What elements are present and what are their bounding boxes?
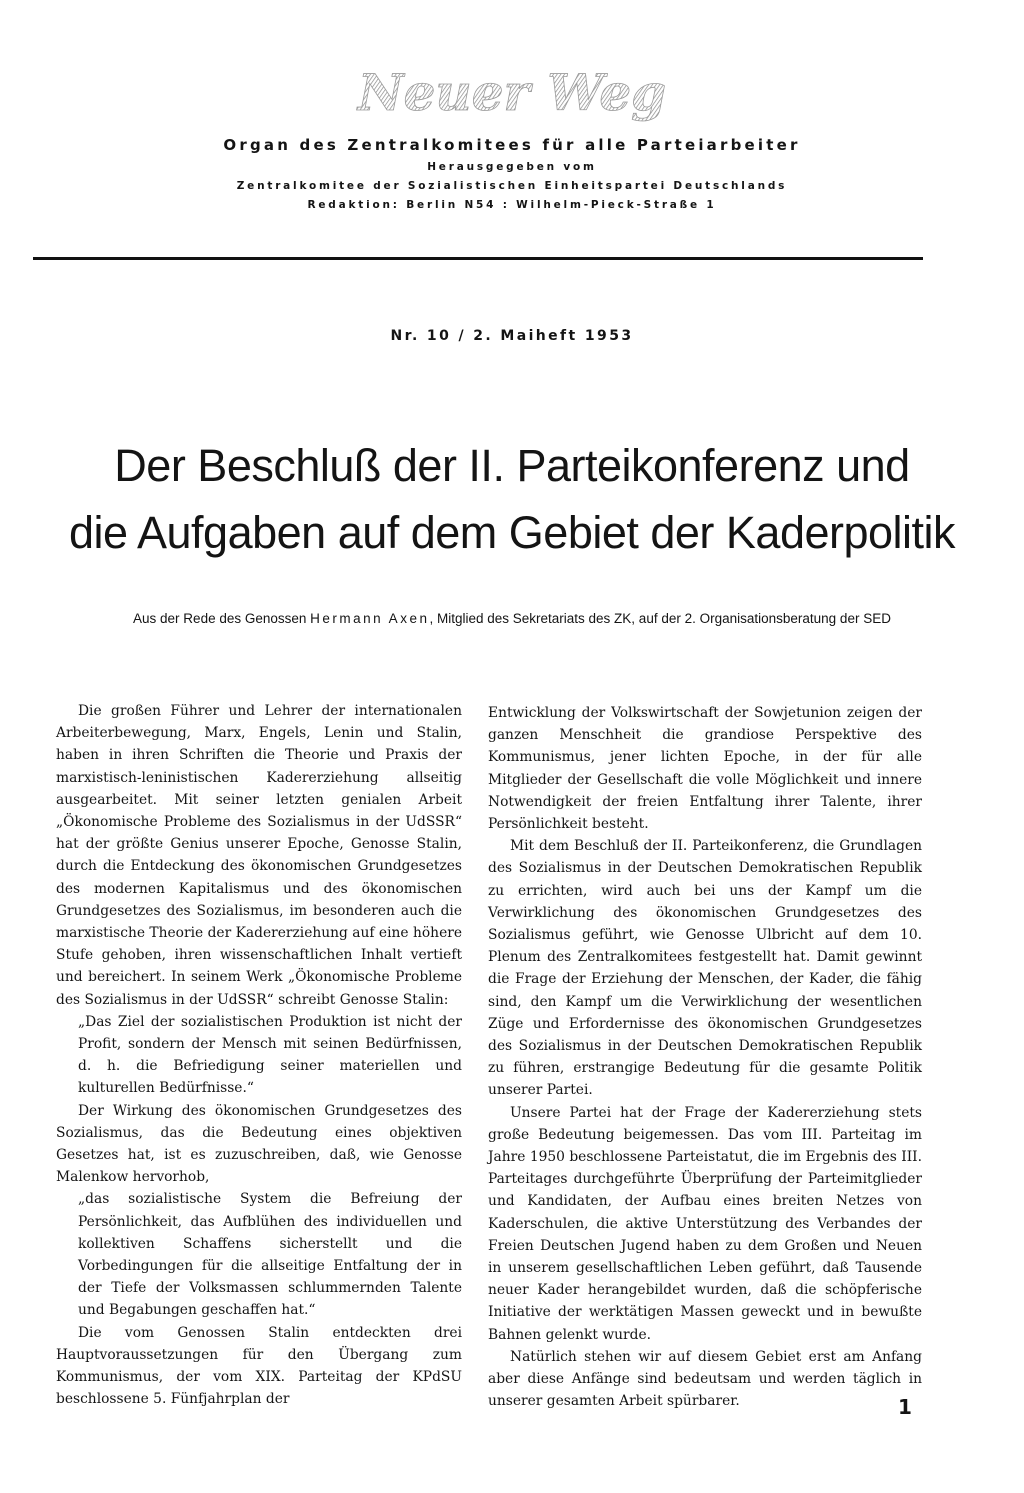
masthead [0,58,1024,211]
logo-wordmark [352,58,672,128]
organ-line: Organ des Zentralkomitees für alle Parteiarbeiter [223,136,801,154]
article-subtitle [0,611,1024,626]
subtitle-lead: Aus der Rede des Genossen [133,611,307,626]
paragraph: Mit dem Beschluß der II. Parteikonferenz, die Grundlagen des Sozialismus in der Deutschen Demokratischen Republik zu errichten, wird auch bei uns der Kampf um die Verwirklichung des ökonomischen Grundgesetzes des Sozialismus geführt, wie Genosse Ulbricht auf dem 10. Plenum des Zentralkomitees festgestellt hat. Damit gewinnt die Frage der Erziehung der Menschen, der Kader, die fähig sind, den Kampf um die Verwirklichung der wesentlichen Züge und Erfordernisse des ökonomischen Grundgesetzes des Sozialismus in der Deutschen Demokratischen Republik zu führen, erstrangige Bedeutung für die gesamte Politik unserer Partei. [488,838,922,1099]
paragraph: Die großen Führer und Lehrer der internationalen Arbeiterbewegung, Marx, Engels, Lenin und Stalin, haben in ihren Schriften die Theorie und Praxis der marxistisch-leninistischen Kadererziehung allseitig ausgearbeitet. Mit seiner letzten genialen Arbeit „Ökonomische Probleme des Sozialismus in der UdSSR“ hat der größte Genius unserer Epoche, Genosse Stalin, durch die Entdeckung des ökonomischen Grundgesetzes des modernen Kapitalismus und des ökonomischen Grundgesetzes des Sozialismus, im besonderen auch die marxistische Theorie der Kadererziehung auf eine höhere Stufe gehoben, ihren wissenschaftlichen Inhalt vertieft und bereichert. In seinem Werk „Ökonomische Probleme des Sozialismus in der UdSSR“ schreibt Genosse Stalin: [56,703,462,1008]
left-column [56,700,462,1411]
logo-text: Neuer Weg [357,63,667,122]
committee-line: Zentralkomitee der Sozialistischen Einheitspartei Deutschlands [236,180,788,192]
article-title [0,432,1024,566]
title-line-2: die Aufgaben auf dem Gebiet der Kaderpolitik [68,507,956,558]
paragraph-continued: Entwicklung der Volkswirtschaft der Sowjetunion zeigen der ganzen Menschheit die grandiose Perspektive des Kommunismus, jener lichten Epoche, in der für alle Mitglieder der Gesellschaft die volle Möglichkeit und innere Notwendigkeit der freien Entfaltung ihrer Talente, ihrer Persönlichkeit besteht. [488,705,922,833]
paragraph: Natürlich stehen wir auf diesem Gebiet erst am Anfang aber diese Anfänge sind bedeutsam und werden täglich in unserer gesamten Arbeit spürbarer. [488,1348,922,1410]
title-line-1: Der Beschluß der II. Parteikonferenz und [114,440,910,491]
right-column [488,702,922,1413]
paragraph: Unsere Partei hat der Frage der Kadererziehung stets große Bedeutung beigemessen. Das vom III. Parteitag im Jahre 1950 beschlossene Parteistatut, die im Ergebnis des III. Parteitages durchgeführte Überprüfung der Parteimitglieder und Kandidaten, der Aufbau eines breiten Netzes von Kaderschulen, die aktive Unterstützung des Verbandes der Freien Deutschen Jugend haben zu dem Großen und Neuen in unserem gesellschaftlichen Leben geführt, daß Tausende neuer Kader herangebildet wurden, daß die schöpferische Initiative der werktätigen Massen geweckt und in bewußte Bahnen gelenkt wurde. [488,1104,922,1343]
issue-number: Nr. 10 / 2. Maiheft 1953 [390,328,634,344]
paragraph: Die vom Genossen Stalin entdeckten drei Hauptvoraussetzungen für den Übergang zum Kommunismus, der vom XIX. Parteitag der KPdSU beschlossene 5. Fünfjahrplan der [56,1324,462,1408]
stalin-quote: „Das Ziel der sozialistischen Produktion ist nicht der Profit, sondern der Mensch mit seinen Bedürfnissen, d. h. die Befriedigung seiner materiellen und kulturellen Bedürfnisse.“ [78,1013,462,1097]
editorial-address: Redaktion: Berlin N54 : Wilhelm-Pieck-Straße 1 [307,199,717,211]
subtitle-tail: , Mitglied des Sekretariats des ZK, auf der 2. Organisationsberatung der SED [429,611,891,626]
published-by-line: Herausgegeben vom [427,161,597,173]
masthead-divider [33,257,923,260]
speaker-name: Hermann Axen [310,611,430,626]
malenkow-quote: „das sozialistische System die Befreiung der Persönlichkeit, das Aufblühen des individuellen und kollektiven Schaffens sicherstellt und die Vorbedingungen für die allseitige Entfaltung der in der Tiefe der Volksmassen schlummernden Talente und Begabungen geschaffen hat.“ [78,1191,462,1319]
paragraph: Der Wirkung des ökonomischen Grundgesetzes des Sozialismus, das die Bedeutung eines objektiven Gesetzes hat, ist es zuzuschreiben, daß, wie Genosse Malenkow hervorhob, [56,1102,462,1186]
page-number: 1 [898,1395,912,1419]
masthead-logo [352,58,672,128]
